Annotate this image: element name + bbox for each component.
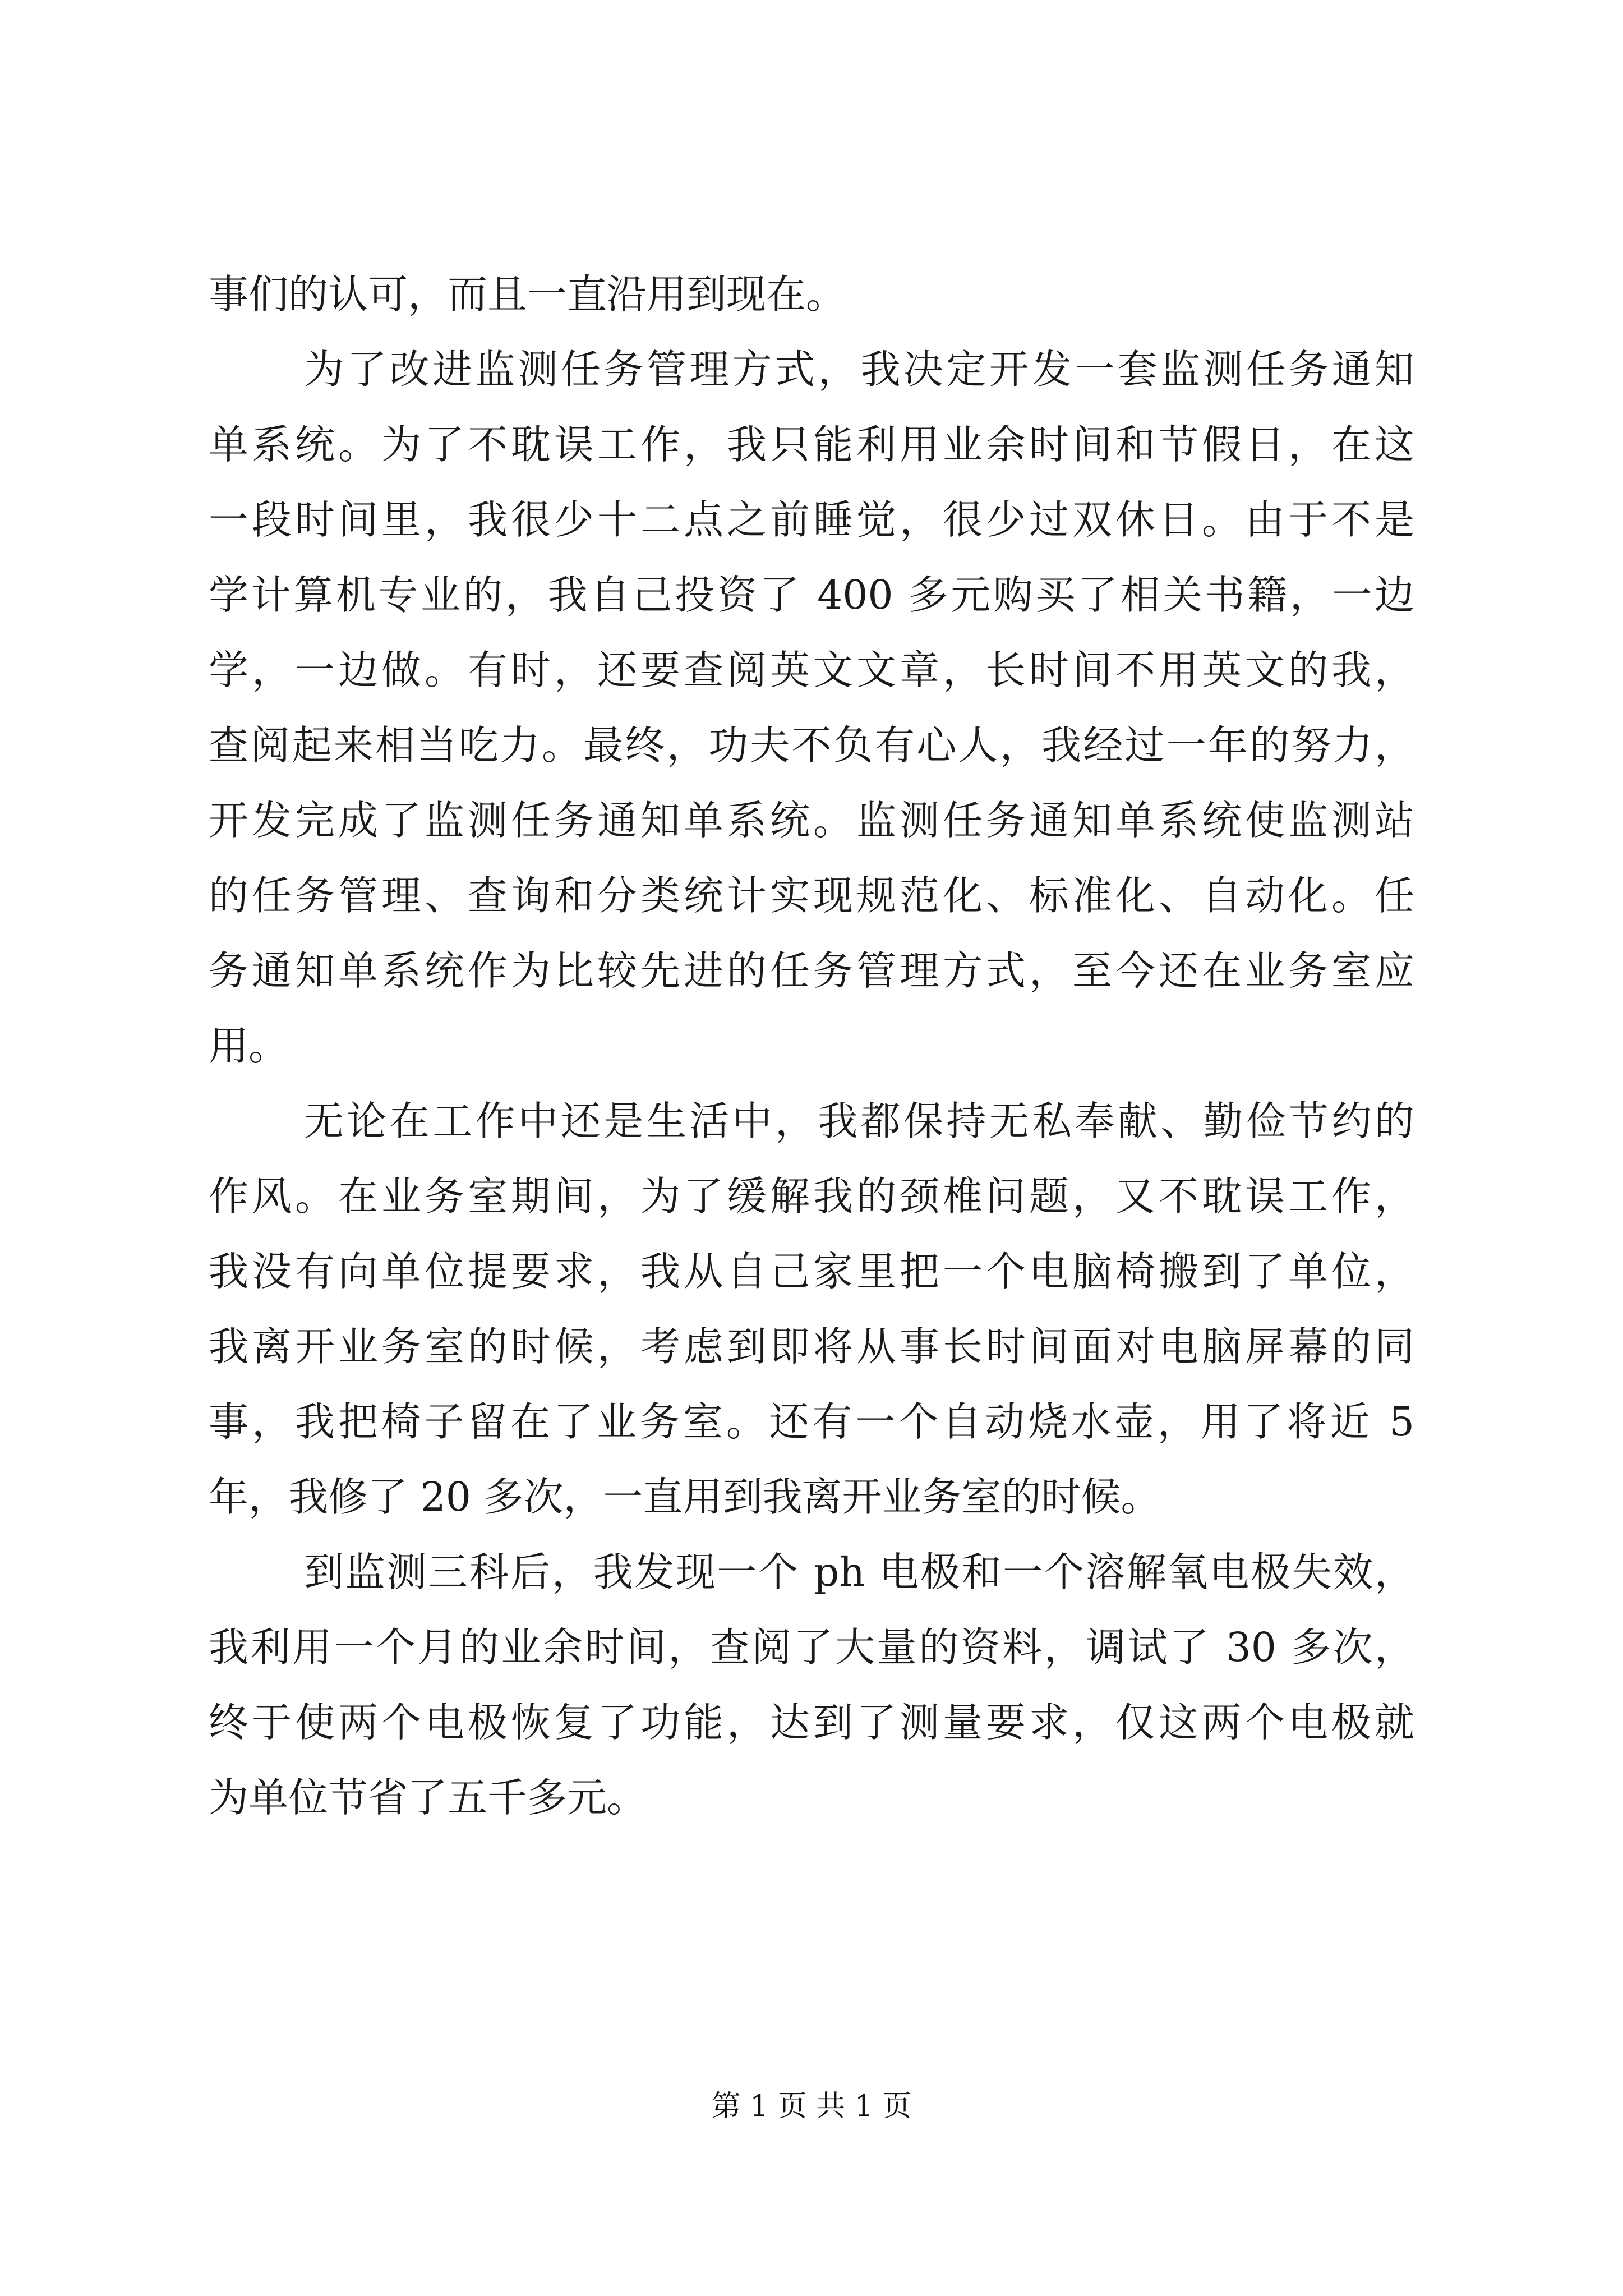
text-line: 开发完成了监测任务通知单系统。监测任务通知单系统使监测站 xyxy=(209,797,1414,844)
text-line: 事们的认可，而且一直沿用到现在。 xyxy=(209,271,846,318)
paragraph-first-line: 无论在工作中还是生活中，我都保持无私奉献、勤俭节约的 xyxy=(304,1098,1414,1144)
text-line: 学计算机专业的，我自己投资了 400 多元购买了相关书籍，一边 xyxy=(209,572,1414,618)
text-line: 年，我修了 20 多次，一直用到我离开业务室的时候。 xyxy=(209,1474,1161,1520)
text-line: 作风。在业务室期间，为了缓解我的颈椎问题，又不耽误工作， xyxy=(209,1173,1414,1220)
text-line: 我利用一个月的业余时间，查阅了大量的资料，调试了 30 多次， xyxy=(209,1624,1414,1671)
text-line: 单系统。为了不耽误工作，我只能利用业余时间和节假日，在这 xyxy=(209,421,1414,468)
paragraph-first-line: 为了改进监测任务管理方式，我决定开发一套监测任务通知 xyxy=(304,346,1414,393)
document-body xyxy=(209,257,1414,1835)
text-line: 的任务管理、查询和分类统计实现规范化、标准化、自动化。任 xyxy=(209,872,1414,919)
text-line: 务通知单系统作为比较先进的任务管理方式，至今还在业务室应 xyxy=(209,947,1414,994)
text-line: 我没有向单位提要求，我从自己家里把一个电脑椅搬到了单位， xyxy=(209,1248,1414,1295)
text-line: 为单位节省了五千多元。 xyxy=(209,1774,647,1821)
text-line: 一段时间里，我很少十二点之前睡觉，很少过双休日。由于不是 xyxy=(209,496,1414,543)
text-line: 查阅起来相当吃力。最终，功夫不负有心人，我经过一年的努力， xyxy=(209,722,1414,769)
paragraph-first-line: 到监测三科后，我发现一个 ph 电极和一个溶解氧电极失效， xyxy=(304,1549,1414,1595)
text-line: 事，我把椅子留在了业务室。还有一个自动烧水壶，用了将近 5 xyxy=(209,1398,1414,1445)
text-line: 终于使两个电极恢复了功能，达到了测量要求，仅这两个电极就 xyxy=(209,1699,1414,1746)
text-line: 我离开业务室的时候，考虑到即将从事长时间面对电脑屏幕的同 xyxy=(209,1323,1414,1370)
text-line: 用。 xyxy=(209,1023,289,1069)
page-footer: 第 1 页 共 1 页 xyxy=(711,2090,912,2123)
text-line: 学，一边做。有时，还要查阅英文文章，长时间不用英文的我， xyxy=(209,647,1414,693)
